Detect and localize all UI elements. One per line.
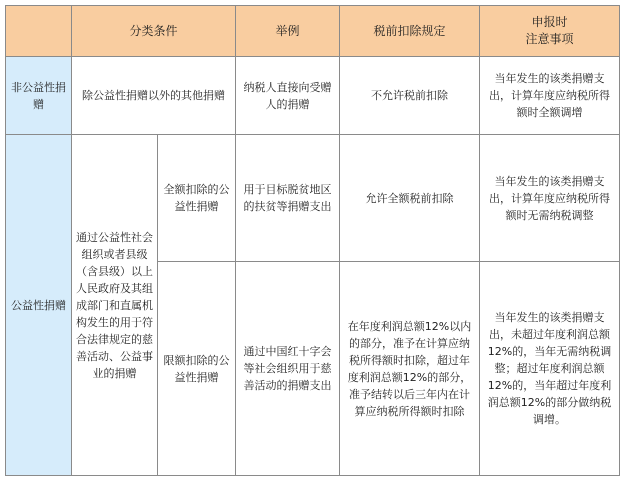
donation-deduction-table-container [5, 5, 619, 475]
public-limited-note: 当年发生的该类捐赠支出，未超过年度利润总额12%的，当年无需纳税调整；超过年度利润总额12%的，当年超过年度利润总额12%的部分做纳税调增。 [480, 262, 620, 476]
public-full-subtype: 全额扣除的公益性捐赠 [158, 135, 236, 262]
non-public-row [6, 57, 620, 135]
header-note-line2: 注意事项 [525, 32, 574, 46]
non-public-note: 当年发生的该类捐赠支出，计算年度应纳税所得额时全额调增 [480, 57, 620, 135]
header-example: 举例 [236, 6, 340, 57]
public-full-note: 当年发生的该类捐赠支出，计算年度应纳税所得额时无需纳税调整 [480, 135, 620, 262]
public-limited-example: 通过中国红十字会等社会组织用于慈善活动的捐赠支出 [236, 262, 340, 476]
non-public-label: 非公益性捐赠 [6, 57, 72, 135]
header-note [480, 6, 620, 57]
header-row [6, 6, 620, 57]
non-public-example: 纳税人直接向受赠人的捐赠 [236, 57, 340, 135]
header-category: 分类条件 [72, 6, 236, 57]
header-corner [6, 6, 72, 57]
public-limited-subtype: 限额扣除的公益性捐赠 [158, 262, 236, 476]
public-limited-rule: 在年度利润总额12%以内的部分，准予在计算应纳税所得额时扣除，超过年度利润总额12%的部分，准予结转以后三年内在计算应纳税所得额时扣除 [340, 262, 480, 476]
public-full-rule: 允许全额税前扣除 [340, 135, 480, 262]
header-rule: 税前扣除规定 [340, 6, 480, 57]
donation-deduction-table [5, 5, 620, 476]
header-note-line1: 申报时 [531, 15, 568, 29]
public-full-row [6, 135, 620, 262]
public-condition: 通过公益性社会组织或者县级（含县级）以上人民政府及其组成部门和直属机构发生的用于符合法律规定的慈善活动、公益事业的捐赠 [72, 135, 158, 476]
public-full-example: 用于目标脱贫地区的扶贫等捐赠支出 [236, 135, 340, 262]
non-public-condition: 除公益性捐赠以外的其他捐赠 [72, 57, 236, 135]
public-label: 公益性捐赠 [6, 135, 72, 476]
non-public-rule: 不允许税前扣除 [340, 57, 480, 135]
